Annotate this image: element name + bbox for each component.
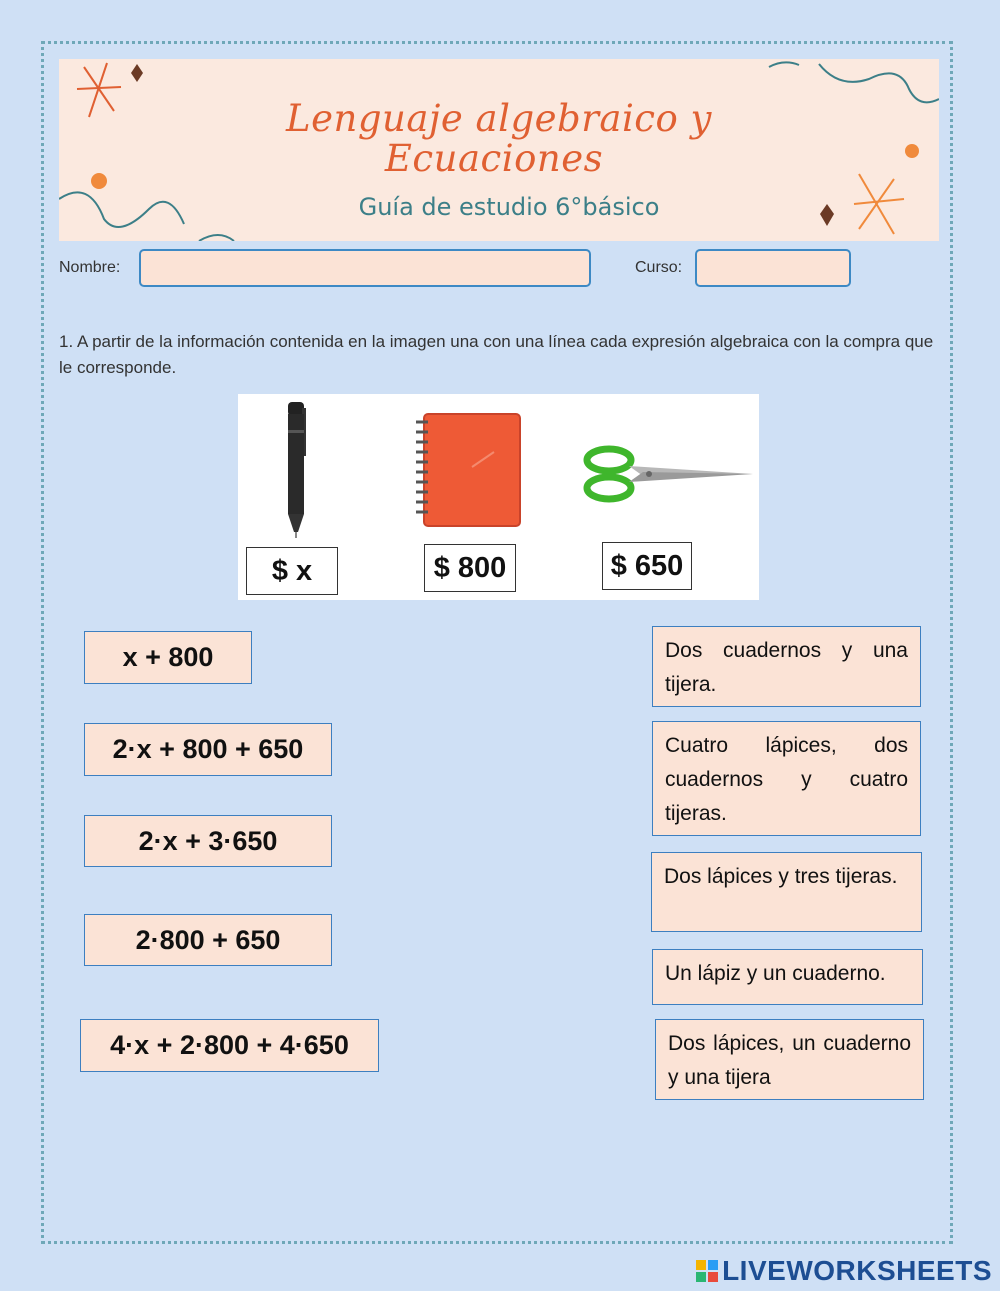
notebook-icon bbox=[414, 412, 524, 530]
instruction-text: 1. A partir de la información contenida en la imagen una con una línea cada expresión algebraica con la compra que le corresponde. bbox=[59, 332, 934, 377]
brand-blocks-icon bbox=[696, 1260, 718, 1282]
name-input[interactable] bbox=[139, 249, 591, 287]
products-image bbox=[238, 394, 759, 600]
banner-title-line1: Lenguaje algebraico y bbox=[286, 97, 712, 140]
scissors-icon bbox=[583, 444, 753, 504]
expression-card[interactable]: x + 800 bbox=[84, 631, 252, 684]
scissors-price: $ 650 bbox=[602, 542, 692, 590]
brand-text: LIVEWORKSHEETS bbox=[722, 1255, 992, 1286]
banner-title-line2: Ecuaciones bbox=[384, 137, 604, 180]
banner-subtitle: Guía de estudio 6°básico bbox=[358, 193, 660, 221]
description-card[interactable]: Dos lápices, un cuaderno y una tijera bbox=[655, 1019, 924, 1100]
course-label: Curso: bbox=[635, 259, 683, 276]
pen-price: $ x bbox=[246, 547, 338, 595]
diamond-icon bbox=[131, 64, 143, 82]
header-banner bbox=[59, 59, 939, 241]
notebook-price: $ 800 bbox=[424, 544, 516, 592]
expression-card[interactable]: 2·x + 800 + 650 bbox=[84, 723, 332, 776]
expression-card[interactable]: 2·800 + 650 bbox=[84, 914, 332, 966]
liveworksheets-logo bbox=[696, 1255, 992, 1287]
pen-icon bbox=[276, 400, 316, 540]
name-label: Nombre: bbox=[59, 259, 121, 276]
expression-card[interactable]: 2·x + 3·650 bbox=[84, 815, 332, 867]
course-input[interactable] bbox=[695, 249, 851, 287]
description-card[interactable]: Un lápiz y un cuaderno. bbox=[652, 949, 923, 1005]
description-card[interactable]: Dos lápices y tres tijeras. bbox=[651, 852, 922, 932]
description-card[interactable]: Dos cuadernos y una tijera. bbox=[652, 626, 921, 707]
description-card[interactable]: Cuatro lápices, dos cuadernos y cuatro tijeras. bbox=[652, 721, 921, 836]
expression-card[interactable]: 4·x + 2·800 + 4·650 bbox=[80, 1019, 379, 1072]
